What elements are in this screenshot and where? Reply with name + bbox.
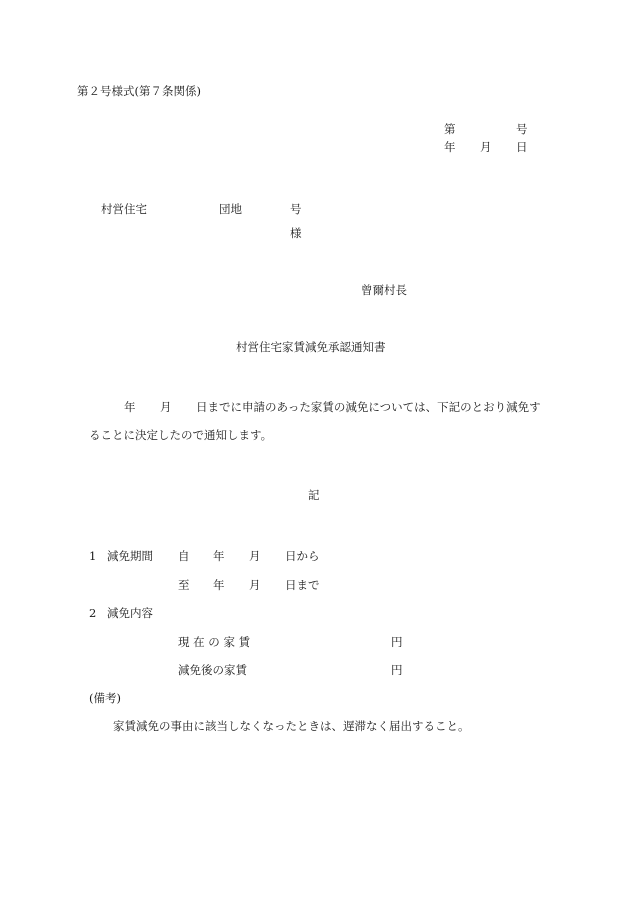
ki-marker: 記 — [308, 488, 320, 502]
reduced-rent-label: 減免後の家賃 — [178, 663, 247, 677]
doc-date-day: 日 — [516, 140, 528, 154]
body-month: 月 — [160, 400, 172, 414]
doc-number-dai: 第 — [444, 122, 456, 136]
section1-from-year: 年 — [213, 549, 225, 563]
body-line2: ることに決定したので通知します。 — [89, 428, 273, 442]
section1-to-suffix: 日まで — [285, 578, 320, 592]
remarks-text: 家賃減免の事由に該当しなくなったときは、遅滞なく届出すること。 — [113, 719, 470, 733]
current-rent-label: 現 在 の 家 賃 — [178, 635, 251, 649]
current-rent-yen: 円 — [391, 635, 403, 649]
section2-number: 2 — [89, 606, 97, 620]
body-year: 年 — [124, 400, 136, 414]
doc-date-year: 年 — [444, 140, 456, 154]
section1-to-prefix: 至 — [178, 578, 190, 592]
addressee-go: 号 — [290, 202, 302, 216]
section1-label: 減免期間 — [107, 549, 153, 563]
section1-from-suffix: 日から — [285, 549, 320, 563]
section1-to-month: 月 — [249, 578, 261, 592]
doc-date-month: 月 — [480, 140, 492, 154]
reduced-rent-yen: 円 — [391, 663, 403, 677]
addressee-housing: 村営住宅 — [101, 202, 147, 216]
section1-number: 1 — [89, 549, 97, 563]
doc-number-go: 号 — [516, 122, 528, 136]
form-heading: 第２号様式(第７条関係) — [77, 84, 201, 98]
section1-to-year: 年 — [213, 578, 225, 592]
addressee-danchi: 団地 — [219, 202, 242, 216]
issuer: 曾爾村長 — [361, 283, 407, 297]
section1-from-prefix: 自 — [178, 549, 190, 563]
section1-from-month: 月 — [249, 549, 261, 563]
section2-label: 減免内容 — [107, 606, 153, 620]
body-line1-rest: 日までに申請のあった家賃の減免については、下記のとおり減免す — [196, 400, 541, 414]
addressee-sama: 様 — [290, 226, 302, 240]
document-title: 村営住宅家賃減免承認通知書 — [236, 340, 386, 354]
remarks-label: (備考) — [89, 691, 121, 705]
